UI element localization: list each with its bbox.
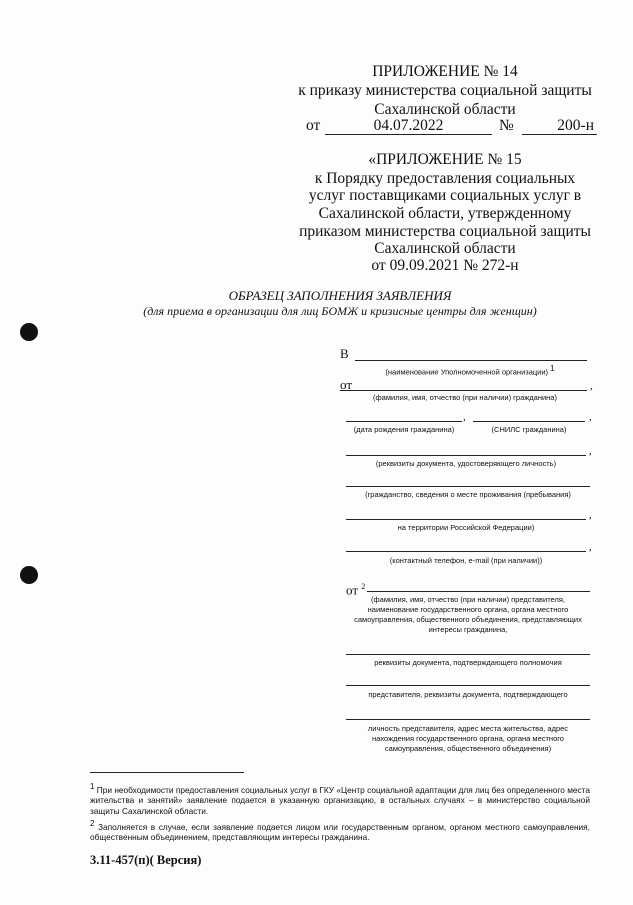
quote-line-6: Сахалинской области — [374, 240, 516, 257]
representative-caption-line-3: самоуправления, общественного объединения, представляющих — [354, 615, 582, 624]
representative-authority-caption: реквизиты документа, подтверждающего полномочия — [374, 658, 562, 667]
order-date: 04.07.2022 — [373, 117, 444, 134]
footnote-1: 1 При необходимости предоставления социальных услуг в ГКУ «Центр социальной адаптации для лиц без определенного места жительства и занятий» заявление подается в указанную организацию, в остальных случаях – в министерство социальной защиты Сахалинской области. — [90, 782, 590, 816]
fio-caption: (фамилия, имя, отчество (при наличии) гражданина) — [373, 393, 557, 402]
identity-document-caption: (реквизиты документа, удостоверяющего личность) — [375, 459, 557, 468]
order-number: 200-н — [557, 117, 594, 134]
to-organization-line[interactable] — [355, 360, 587, 361]
quote-line-3: услуг поставщиками социальных услуг в — [308, 187, 582, 204]
comma: , — [589, 411, 592, 423]
residence-line[interactable] — [346, 519, 586, 520]
representative-caption-line-4: интересы гражданина, — [428, 625, 508, 634]
footnote-separator — [90, 772, 244, 773]
representative-caption-line-2: наименование государственного органа, органа местного — [367, 605, 569, 614]
territory-caption: на территории Российской Федерации) — [397, 523, 535, 532]
appendix-line-2: к приказу министерства социальной защиты — [298, 82, 592, 99]
punch-hole-bottom — [20, 566, 38, 584]
order-number-label: № — [499, 117, 514, 134]
comma: , — [589, 541, 592, 553]
snils-line[interactable] — [473, 421, 585, 422]
comma: , — [463, 411, 466, 423]
representative-from-label: от $^2$ — [346, 582, 366, 598]
from-label: от — [340, 377, 353, 392]
representative-address-caption-2: нахождения государственного органа, органа местного — [372, 734, 564, 743]
quote-line-5: приказом министерства социальной защиты — [299, 223, 591, 240]
identity-document-line[interactable] — [346, 455, 586, 456]
document-subtitle: (для приема в организации для лиц БОМЖ и кризисные центры для женщин) — [143, 304, 537, 318]
appendix-line-3: Сахалинской области — [374, 101, 516, 118]
representative-address-line[interactable] — [346, 719, 590, 720]
representative-address-caption-3: самоуправления, общественного объединения) — [384, 744, 552, 753]
quote-line-1: «ПРИЛОЖЕНИЕ № 15 — [368, 151, 522, 168]
order-from-label: от — [306, 117, 321, 134]
comma: , — [589, 509, 592, 521]
quote-line-4: Сахалинской области, утвержденному — [318, 205, 572, 222]
form-code: 3.11-457(п)( Версия) — [90, 853, 202, 867]
representative-document-caption: представителя, реквизиты документа, подтверждающего — [368, 690, 568, 699]
contact-caption: (контактный телефон, e-mail (при наличии)) — [389, 556, 543, 565]
quote-line-2: к Порядку предоставления социальных — [314, 170, 576, 187]
representative-caption-line-1: (фамилия, имя, отчество (при наличии) представителя, — [370, 595, 566, 604]
to-label: В — [340, 346, 349, 361]
punch-hole-top — [20, 323, 38, 341]
document-title: ОБРАЗЕЦ ЗАПОЛНЕНИЯ ЗАЯВЛЕНИЯ — [228, 288, 452, 303]
representative-document-line[interactable] — [346, 685, 590, 686]
quote-line-7: от 09.09.2021 № 272-н — [371, 257, 519, 274]
appendix-title: ПРИЛОЖЕНИЕ № 14 — [372, 63, 518, 80]
footnote-2: 2 Заполняется в случае, если заявление подается лицом или государственным органом, органом местного самоуправления, общественным объединением, представляющим интересы гражданина. — [90, 819, 590, 843]
snils-caption: (СНИЛС гражданина) — [491, 425, 567, 434]
citizenship-caption: (гражданство, сведения о месте проживания (пребывания) — [365, 490, 571, 499]
birth-date-caption: (дата рождения гражданина) — [353, 425, 455, 434]
birth-date-line[interactable] — [346, 421, 462, 422]
representative-line[interactable] — [367, 591, 590, 592]
fio-line[interactable] — [340, 390, 587, 391]
to-organization-caption: (наименование Уполномоченной организации) 1 — [385, 364, 555, 377]
comma: , — [590, 380, 593, 392]
representative-authority-line[interactable] — [346, 654, 590, 655]
citizenship-line[interactable] — [346, 486, 590, 487]
contact-line[interactable] — [346, 551, 586, 552]
comma: , — [589, 445, 592, 457]
representative-address-caption-1: личность представителя, адрес места жительства, адрес — [367, 724, 569, 733]
